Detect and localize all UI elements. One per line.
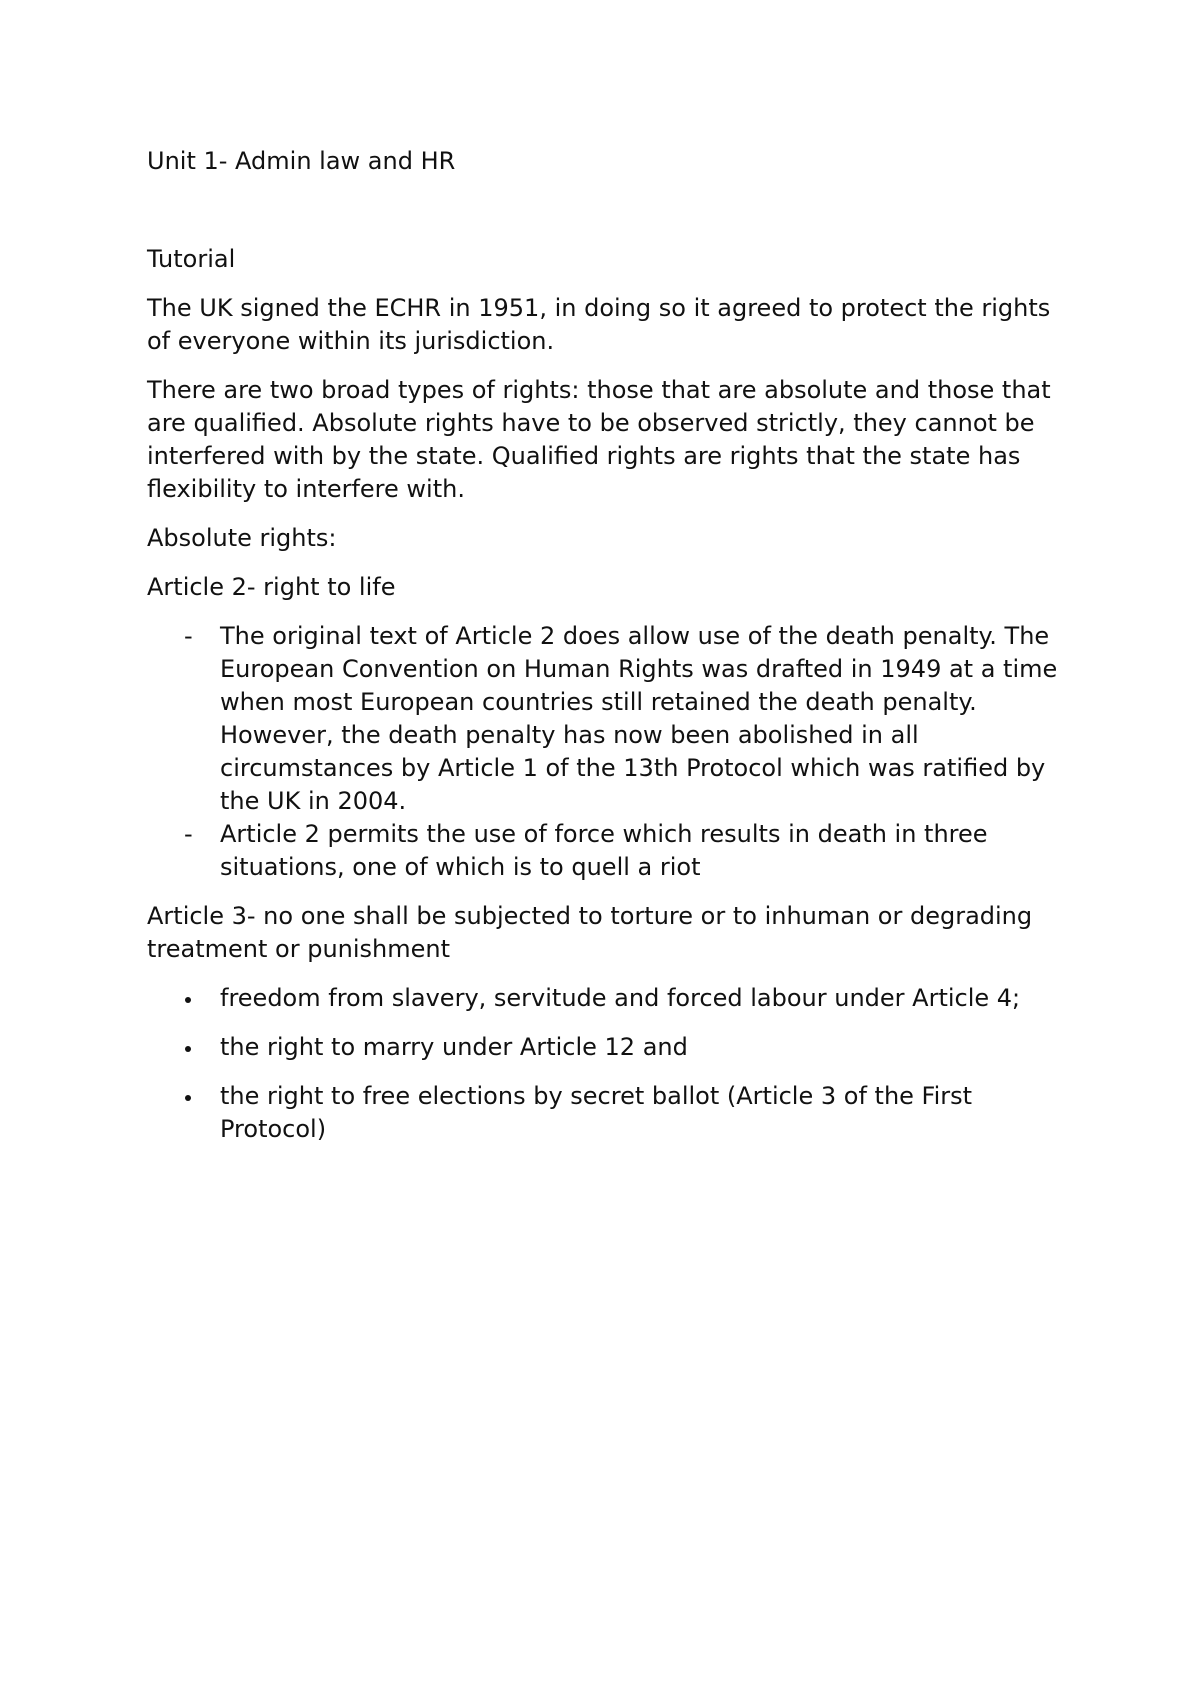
article3-heading: Article 3- no one shall be subjected to torture or to inhuman or degrading treatment or punishment bbox=[147, 902, 1033, 963]
intro-paragraph: The UK signed the ECHR in 1951, in doing so it agreed to protect the rights of everyone within its jurisdiction. bbox=[147, 294, 1051, 355]
list-item bbox=[147, 818, 1077, 884]
list-item-text: freedom from slavery, servitude and forced labour under Article 4; bbox=[220, 984, 1021, 1012]
absolute-rights-heading: Absolute rights: bbox=[147, 524, 337, 552]
document-body bbox=[147, 145, 1077, 1162]
list-item bbox=[147, 1031, 1077, 1064]
article2-heading: Article 2- right to life bbox=[147, 573, 396, 601]
list-item-text: the right to free elections by secret ballot (Article 3 of the First Protocol) bbox=[220, 1082, 973, 1143]
tutorial-heading: Tutorial bbox=[147, 245, 236, 273]
list-item-text: Article 2 permits the use of force which results in death in three situations, one of which is to quell a riot bbox=[220, 820, 988, 881]
bullet-icon bbox=[185, 997, 191, 1003]
bullet-icon bbox=[185, 1046, 191, 1052]
list-item-text: The original text of Article 2 does allow use of the death penalty. The European Convention on Human Rights was drafted in 1949 at a time when most European countries still retained the death penalty. However, the death penalty has now been abolished in all circumstances by Article 1 of the 13th Protocol which was ratified by the UK in 2004. bbox=[220, 622, 1058, 815]
dash-marker: - bbox=[184, 622, 193, 650]
bullet-icon bbox=[185, 1095, 191, 1101]
types-of-rights-paragraph: There are two broad types of rights: those that are absolute and those that are qualified. Absolute rights have to be observed strictly, they cannot be interfered with by the state. Qualified rights are rights that the state has flexibility to interfere with. bbox=[147, 376, 1051, 503]
dash-marker: - bbox=[184, 820, 193, 848]
list-item-text: the right to marry under Article 12 and bbox=[220, 1033, 688, 1061]
other-rights-list bbox=[147, 982, 1077, 1146]
article2-list bbox=[147, 620, 1077, 884]
document-title: Unit 1- Admin law and HR bbox=[147, 147, 456, 175]
list-item bbox=[147, 982, 1077, 1015]
list-item bbox=[147, 620, 1077, 818]
list-item bbox=[147, 1080, 1077, 1146]
